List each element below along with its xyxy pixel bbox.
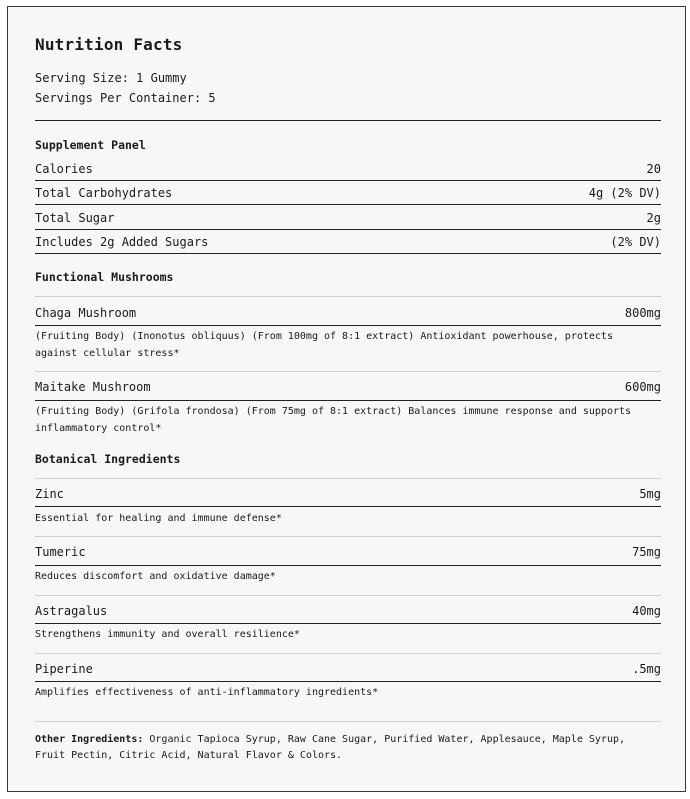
ingredient-divider (35, 506, 661, 507)
row-name: Total Carbohydrates (35, 185, 173, 200)
row-name: Includes 2g Added Sugars (35, 234, 209, 249)
ingredient-row (35, 540, 661, 564)
ingredient-amount: 5mg (639, 487, 661, 501)
ingredient-description: Strengthens immunity and overall resilience* (35, 629, 300, 640)
supplement-row (35, 230, 661, 254)
ingredient-divider (35, 681, 661, 682)
nutrition-facts-panel (7, 6, 686, 792)
panel-title: Nutrition Facts (35, 35, 183, 54)
ingredient-description: Amplifies effectiveness of anti-inflammatory ingredients* (35, 687, 379, 698)
header-divider (35, 120, 661, 121)
row-value: (2% DV) (610, 234, 661, 249)
supplement-row (35, 206, 661, 230)
row-value: 20 (646, 161, 661, 176)
ingredient-name: Astragalus (35, 604, 108, 618)
row-name: Calories (35, 161, 93, 176)
ingredient-row (35, 375, 661, 399)
other-ingredients-label: Other Ingredients: (35, 734, 144, 745)
botanical-ingredients-heading: Botanical Ingredients (35, 452, 181, 466)
ingredient-divider (35, 623, 661, 624)
ingredient-description: Reduces discomfort and oxidative damage* (35, 571, 276, 582)
supplement-panel-heading: Supplement Panel (35, 138, 146, 152)
footer-divider (35, 721, 661, 722)
supplement-row (35, 181, 661, 205)
section-divider (35, 595, 661, 596)
row-value: 2g (646, 210, 661, 225)
ingredient-description: Essential for healing and immune defense* (35, 513, 282, 524)
ingredient-amount: 800mg (624, 306, 661, 320)
ingredient-amount: 40mg (632, 604, 661, 618)
section-divider (35, 371, 661, 372)
ingredient-name: Zinc (35, 487, 64, 501)
ingredient-row (35, 599, 661, 623)
ingredient-divider (35, 565, 661, 566)
other-ingredients (35, 732, 661, 764)
ingredient-amount: 75mg (632, 545, 661, 559)
ingredient-row (35, 301, 661, 325)
supplement-row (35, 157, 661, 181)
ingredient-divider (35, 325, 661, 326)
ingredient-description: (Fruiting Body) (Inonotus obliquus) (From 100mg of 8:1 extract) Antioxidant powerhouse, protects against cellular stress* (35, 331, 613, 359)
ingredient-amount: 600mg (624, 380, 661, 394)
ingredient-name: Piperine (35, 662, 93, 676)
serving-size: Serving Size: 1 Gummy (35, 71, 187, 85)
servings-per-container: Servings Per Container: 5 (35, 91, 216, 105)
ingredient-name: Chaga Mushroom (35, 306, 137, 320)
ingredient-name: Tumeric (35, 545, 86, 559)
section-divider (35, 653, 661, 654)
ingredient-divider (35, 400, 661, 401)
row-value: 4g (2% DV) (588, 185, 661, 200)
ingredient-amount: .5mg (632, 662, 661, 676)
row-name: Total Sugar (35, 210, 115, 225)
ingredient-name: Maitake Mushroom (35, 380, 151, 394)
section-divider (35, 296, 661, 297)
ingredient-row (35, 482, 661, 506)
section-divider (35, 478, 661, 479)
functional-mushrooms-heading: Functional Mushrooms (35, 270, 174, 284)
other-ingredients-text: Organic Tapioca Syrup, Raw Cane Sugar, Purified Water, Applesauce, Maple Syrup, Fruit Pectin, Citric Acid, Natural Flavor & Colors. (35, 734, 626, 761)
ingredient-description: (Fruiting Body) (Grifola frondosa) (From 75mg of 8:1 extract) Balances immune response and supports inflammatory control* (35, 406, 632, 434)
ingredient-row (35, 657, 661, 681)
section-divider (35, 536, 661, 537)
